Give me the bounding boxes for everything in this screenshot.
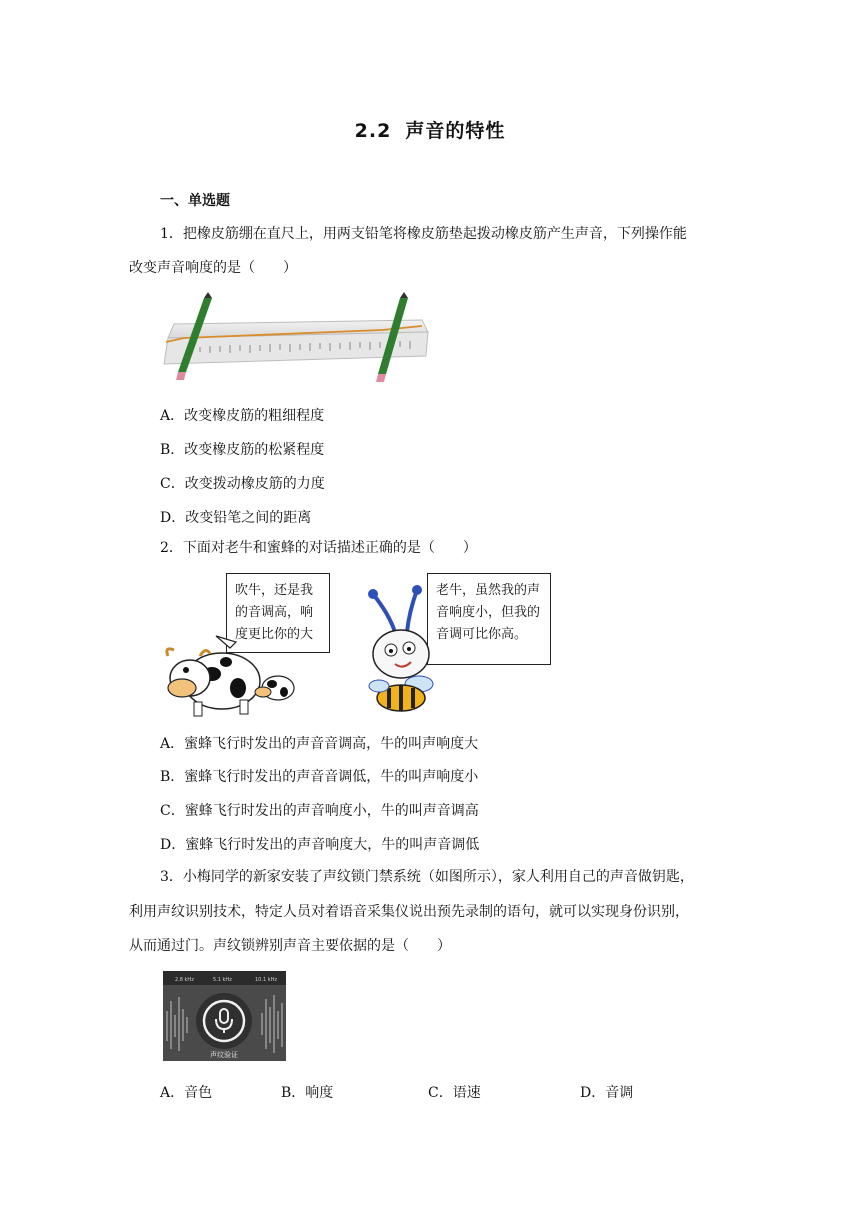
q3-option-a: A．音色 [160,1085,213,1101]
page-title [0,116,860,143]
q1-stem-line1: 1．把橡皮筋绷在直尺上，用两支铅笔将橡皮筋垫起拨动橡皮筋产生声音，下列操作能 [160,226,687,242]
q1-stem-line2: 改变声音响度的是（ ） [129,260,297,276]
q2-option-d: D．蜜蜂飞行时发出的声音响度大，牛的叫声音调低 [160,837,480,853]
cow-illustration [160,626,300,720]
q3-option-c: C．语速 [428,1085,481,1101]
q3-option-d: D．音调 [580,1085,634,1101]
voiceprint-caption: 声纹验证 [210,1051,238,1059]
bee-bubble-line2: 音响度小，但我的 [436,605,541,620]
q2-option-a: A．蜜蜂飞行时发出的声音音调高，牛的叫声响度大 [160,736,479,752]
q1-option-b: B．改变橡皮筋的松紧程度 [160,442,325,458]
ruler-figure [160,292,432,388]
q1-option-d: D．改变铅笔之间的距离 [160,510,312,526]
q1-option-c: C．改变拨动橡皮筋的力度 [160,476,325,492]
cow-bubble-line1: 吹牛，还是我 [235,583,314,598]
title-number: 2.2 [354,120,392,142]
section-heading: 一、单选题 [160,193,230,209]
q2-option-c: C．蜜蜂飞行时发出的声音响度小，牛的叫声音调高 [160,803,479,819]
bee-illustration [363,584,443,716]
freq-label-1: 2.8 kHz [175,977,194,983]
q3-stem-line1: 3．小梅同学的新家安装了声纹锁门禁系统（如图所示），家人利用自己的声音做钥匙， [160,869,694,885]
title-text: 声音的特性 [405,120,506,142]
q3-option-b: B．响度 [281,1085,334,1101]
cow-bubble-line3: 度更比你的大 [235,627,314,642]
bee-bubble-line1: 老牛，虽然我的声 [436,583,541,598]
bee-speech-bubble [427,573,551,665]
q3-stem-line3: 从而通过门。声纹锁辨别声音主要依据的是（ ） [129,938,451,954]
q2-option-b: B．蜜蜂飞行时发出的声音音调低，牛的叫声响度小 [160,769,479,785]
q1-option-a: A．改变橡皮筋的粗细程度 [160,408,325,424]
freq-label-3: 10.1 kHz [255,977,278,983]
voiceprint-lock-image [163,971,286,1061]
bee-bubble-line3: 音调可比你高。 [436,627,528,642]
q2-stem: 2．下面对老牛和蜜蜂的对话描述正确的是（ ） [160,540,477,556]
cow-bubble-line2: 的音调高，响 [235,605,314,620]
freq-label-2: 5.1 kHz [213,977,232,983]
q3-stem-line2: 利用声纹识别技术，特定人员对着语音采集仪说出预先录制的语句，就可以实现身份识别， [129,904,689,920]
